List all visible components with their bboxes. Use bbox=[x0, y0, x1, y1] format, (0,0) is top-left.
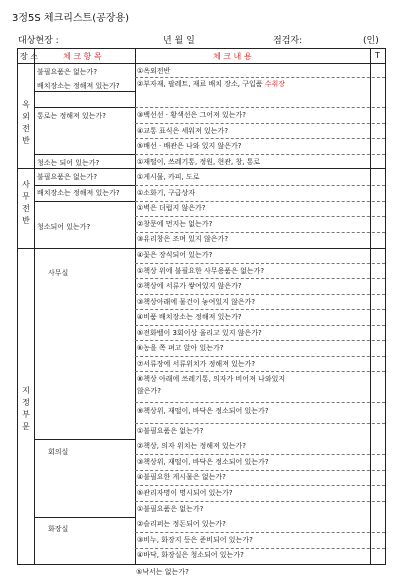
row-line bbox=[135, 185, 385, 186]
row-line bbox=[135, 325, 385, 326]
content-row-text: ②부자재, 팔레트, 재료 배치 장소, 구입품 bbox=[137, 80, 265, 88]
content-row: ④불필요한 게시물은 없는가? bbox=[137, 473, 226, 481]
content-row: ①게시물, 카피, 도로 bbox=[137, 173, 200, 181]
content-row: 않은가? bbox=[137, 387, 162, 395]
row-line bbox=[135, 107, 385, 108]
content-row: ④교통 표식은 세워져 있는가? bbox=[137, 127, 229, 135]
content-row: ①옥외전반 bbox=[137, 67, 171, 75]
row-line bbox=[135, 154, 385, 155]
row-line bbox=[135, 201, 385, 202]
item-placement: 배치장소는 정해져 있는가? bbox=[37, 82, 120, 90]
content-row: ②창문에 먼지는 없는가? bbox=[137, 220, 213, 228]
item-divider bbox=[34, 154, 135, 155]
category-office: 사 무 전 반 bbox=[22, 180, 30, 225]
item-meeting-room: 회의실 bbox=[48, 448, 69, 456]
row-line bbox=[135, 232, 385, 233]
grid-line bbox=[34, 49, 35, 564]
category-outdoor: 옥 외 전 반 bbox=[22, 100, 30, 145]
row-line bbox=[135, 454, 385, 455]
content-row: ①벽은 더럽지 않은가? bbox=[137, 204, 206, 212]
grid-line bbox=[370, 49, 371, 564]
inspector-label: 점검자: bbox=[273, 36, 303, 46]
item-divider bbox=[34, 517, 135, 518]
item-unneeded: 불필요품은 없는가? bbox=[37, 68, 98, 76]
item-divider bbox=[34, 107, 135, 108]
content-row: ①책상 위에 불필요한 사무용품은 없는가? bbox=[137, 267, 265, 275]
document-title: 3정5S 체크리스트(공장용) bbox=[12, 13, 129, 24]
table-header bbox=[18, 49, 385, 64]
header-items: 체 크 항 목 bbox=[63, 52, 102, 61]
content-row: ⑨책상위, 재떨이, 바닥은 정소되어 있는가? bbox=[137, 407, 269, 415]
content-row: ①소화기, 구급상자 bbox=[137, 189, 196, 197]
item-passage: 통로는 정해져 있는가? bbox=[37, 112, 107, 120]
content-row: ⑤배선 · 배관은 나와 있지 않은가? bbox=[137, 142, 242, 150]
content-row: ①불필요품은 없는가? bbox=[137, 505, 204, 513]
item-office-room: 사무실 bbox=[48, 269, 69, 277]
item-cleaning: 청소되어 있는가? bbox=[37, 223, 91, 231]
content-row: ①재떨이, 쓰레기통, 정원, 현관, 창, 통로 bbox=[137, 158, 261, 166]
category-designated: 지 정 부 문 bbox=[22, 386, 30, 431]
content-row: ⑤관리자명이 명시되어 있는가? bbox=[137, 489, 233, 497]
row-line bbox=[135, 278, 385, 279]
item-divider bbox=[34, 91, 135, 92]
item-cleaning: 청소는 되어 있는가? bbox=[37, 159, 100, 167]
content-row: ④바닥, 화장실은 청소되어 있는가? bbox=[137, 551, 244, 559]
row-line bbox=[135, 309, 385, 310]
item-divider bbox=[34, 439, 135, 440]
row-line bbox=[135, 123, 385, 124]
content-row-highlight: 수취장 bbox=[264, 80, 286, 88]
row-line bbox=[135, 216, 385, 217]
row-line bbox=[135, 138, 385, 139]
content-row-last: ⑤낙서는 없는가? bbox=[136, 568, 189, 576]
content-row: ②책상에 서류가 쌓여있지 않은가? bbox=[137, 282, 242, 290]
date-label: 년 월 일 bbox=[163, 36, 195, 46]
content-row: ④비품 배치장소는 정해져 있는가? bbox=[137, 313, 242, 321]
content-row: ③책상위, 재떨이, 바닥은 정소되어 있는가? bbox=[137, 458, 269, 466]
content-row: ②책상, 의자 위치는 정해져 있는가? bbox=[137, 442, 247, 450]
grid-line bbox=[135, 49, 136, 564]
content-row: ⑤전화벨이 3회이상 울리고 있지 않은가? bbox=[137, 329, 262, 337]
section-divider bbox=[18, 168, 385, 169]
content-row: ⑧책상 아래에 쓰레기통, 의자가 비어져 나와있지 bbox=[137, 375, 286, 383]
content-row: ②슬리퍼는 정돈되어 있는가? bbox=[137, 520, 226, 528]
row-line bbox=[135, 371, 385, 372]
item-unneeded: 불필요품은 없는가? bbox=[37, 173, 98, 181]
content-row: ④꽃은 장식되어 있는가? bbox=[137, 251, 213, 259]
row-line bbox=[135, 294, 385, 295]
row-line bbox=[135, 501, 385, 502]
item-placement: 배치장소는 정해져 있는가? bbox=[37, 189, 120, 197]
item-divider bbox=[34, 201, 135, 202]
row-line bbox=[135, 548, 385, 549]
row-line bbox=[135, 263, 385, 264]
info-row bbox=[18, 33, 386, 45]
row-line bbox=[135, 402, 385, 403]
row-line bbox=[135, 77, 385, 78]
content-row: ③비누, 화장지 등은 준비되어 있는가? bbox=[137, 536, 253, 544]
row-line bbox=[135, 356, 385, 357]
checklist-table bbox=[17, 48, 386, 565]
row-line bbox=[135, 532, 385, 533]
content-row: ③책상아래에 물건이 놓여있지 않은가? bbox=[137, 298, 256, 306]
header-contents: 체 크 내 용 bbox=[213, 52, 252, 61]
content-row: ⑥농을 쪽 펴고 앉아 있는가? bbox=[137, 344, 224, 352]
seal-label: (인) bbox=[363, 36, 379, 46]
row-line bbox=[135, 423, 385, 424]
target-label: 대상현장 : bbox=[18, 36, 59, 46]
item-restroom: 화장실 bbox=[48, 525, 69, 533]
row-line bbox=[135, 470, 385, 471]
section-divider bbox=[18, 248, 385, 249]
header-place: 장 소 bbox=[20, 52, 38, 61]
row-line bbox=[135, 485, 385, 486]
content-row: ⑦서류장에 서류위치가 정해져 있는가? bbox=[137, 360, 256, 368]
header-t: T bbox=[375, 51, 380, 60]
row-line bbox=[135, 340, 385, 341]
content-row: ③유리창은 조며 있지 않은가? bbox=[137, 235, 229, 243]
content-row: ①불필요품은 없는가? bbox=[137, 427, 204, 435]
content-row: ③백선선 · 황색선은 그어져 있는가? bbox=[137, 111, 247, 119]
item-divider bbox=[34, 185, 135, 186]
content-row bbox=[137, 80, 367, 89]
